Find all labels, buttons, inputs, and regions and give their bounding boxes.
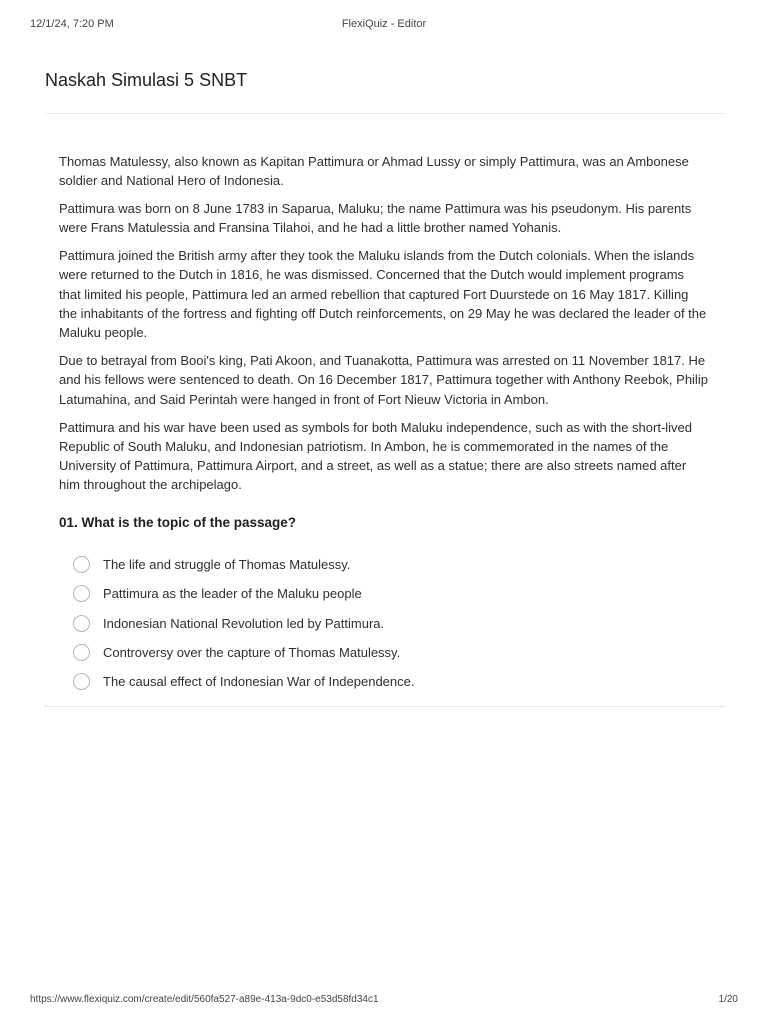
passage-paragraph: Pattimura was born on 8 June 1783 in Saparua, Maluku; the name Pattimura was his pseudonym. His parents were Frans Matulessia and Fransina Tilahoi, and he had a little brother named Yohanis. — [59, 201, 692, 236]
passage-paragraph: Due to betrayal from Booi's king, Pati Akoon, and Tuanakotta, Pattimura was arrested on 11 November 1817. He and his fellows were sentenced to death. On 16 December 1817, Pattimura together with Anthony Reebok, Philip Latumahina, and Said Perintah were hanged in front of Fort Nieuw Victoria in Ambon. — [59, 353, 708, 407]
answer-option-3[interactable] — [73, 609, 673, 638]
reading-passage — [59, 152, 709, 503]
radio-button[interactable] — [73, 644, 90, 661]
passage-paragraph: Pattimura joined the British army after they took the Maluku islands from the Dutch colonials. When the islands were returned to the Dutch in 1816, he was dismissed. Concerned that the Dutch would implement programs that limited his people, Pattimura led an armed rebellion that captured Fort Duurstede on 16 May 1817. Killing the inhabitants of the fortress and fighting off Dutch reinforcements, on 29 May he was declared the leader of the Maluku people. — [59, 248, 707, 341]
radio-button[interactable] — [73, 585, 90, 602]
radio-button[interactable] — [73, 673, 90, 690]
answer-option-label: The causal effect of Indonesian War of Independence. — [103, 674, 415, 690]
print-date: 12/1/24, 7:20 PM — [30, 18, 114, 30]
question-label: 01. What is the topic of the passage? — [59, 515, 297, 530]
answer-option-label: Indonesian National Revolution led by Pattimura. — [103, 615, 385, 631]
print-page-title: FlexiQuiz - Editor — [341, 18, 427, 30]
answer-option-label: The life and struggle of Thomas Matulessy. — [103, 557, 351, 573]
passage-paragraph: Thomas Matulessy, also known as Kapitan Pattimura or Ahmad Lussy or simply Pattimura, was an Ambonese soldier and National Hero of Indonesia. — [59, 154, 689, 189]
answer-option-label: Pattimura as the leader of the Maluku people — [103, 586, 362, 602]
quiz-title: Naskah Simulasi 5 SNBT — [45, 70, 248, 90]
print-header — [0, 18, 768, 34]
radio-button[interactable] — [73, 615, 90, 632]
answer-option-4[interactable] — [73, 638, 673, 667]
radio-button[interactable] — [73, 556, 90, 573]
title-divider — [45, 113, 725, 114]
answer-option-2[interactable] — [73, 579, 673, 608]
answer-option-label: Controversy over the capture of Thomas Matulessy. — [103, 645, 401, 661]
passage-paragraph: Pattimura and his war have been used as symbols for both Maluku independence, such as with the short-lived Republic of South Maluku, and Indonesian patriotism. In Ambon, he is commemorated in the names of the University of Pattimura, Pattimura Airport, and a street, as well as a statue; there are also streets named after him throughout the archipelago. — [59, 419, 693, 493]
print-footer — [0, 994, 768, 1008]
answer-options — [73, 550, 673, 696]
question-divider — [45, 706, 725, 707]
print-page-number: 1/20 — [718, 994, 738, 1005]
print-url: https://www.flexiquiz.com/create/edit/560fa527-a89e-413a-9dc0-e53d58fd34c1 — [30, 994, 379, 1005]
answer-option-5[interactable] — [73, 667, 673, 696]
answer-option-1[interactable] — [73, 550, 673, 579]
